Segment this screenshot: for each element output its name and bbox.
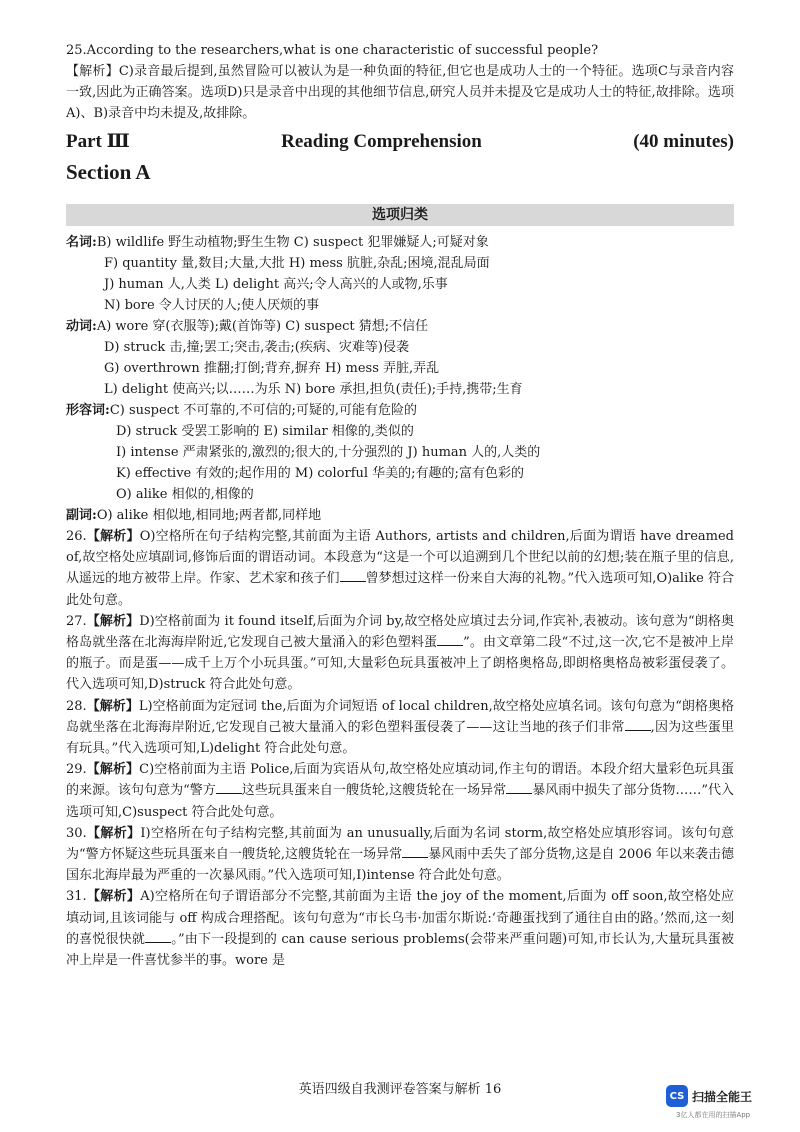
vocab-entry: A) wore 穿(衣服等);戴(首饰等) C) suspect 猜想;不信任 bbox=[96, 319, 429, 334]
vocab-row: G) overthrown 推翻;打倒;背弃,摒弃 H) mess 弄脏,弄乱 bbox=[104, 361, 440, 376]
vocab-row bbox=[66, 505, 734, 526]
vocab-entry: C) suspect 不可靠的,不可信的;可疑的,可能有危险的 bbox=[109, 403, 417, 418]
scanner-logo bbox=[666, 1085, 752, 1107]
vocab-row: J) human 人,人类 L) delight 高兴;令人高兴的人或物,乐事 bbox=[104, 277, 448, 292]
item-text: ”。由文章第二段“不过,这一次,它不是被冲上岸的瓶子。而是蛋——成千上万个小玩具蛋。”可知,大量彩色玩具蛋被冲上了朗格奥格岛,即朗格奥格岛被彩蛋侵袭了。代入选项可知,D)struck 符合此处句意。 bbox=[66, 635, 734, 693]
answer-blank bbox=[145, 930, 171, 943]
vocab-row: D) struck 受罢工影响的 E) similar 相像的,类似的 bbox=[116, 424, 414, 439]
vocab-row: F) quantity 量,数目;大量,大批 H) mess 肮脏,杂乱;困境,混乱局面 bbox=[104, 256, 490, 271]
analysis-tag: 【解析】 bbox=[86, 762, 140, 778]
analysis-tag: 【解析】 bbox=[86, 698, 139, 714]
vocab-row bbox=[66, 316, 734, 337]
item-number: 26. bbox=[66, 529, 87, 544]
vocab-row: N) bore 令人讨厌的人;使人厌烦的事 bbox=[104, 298, 320, 313]
part-time: (40 minutes) bbox=[633, 131, 734, 152]
vocab-row: K) effective 有效的;起作用的 M) colorful 华美的;有趣的;富有色彩的 bbox=[116, 466, 524, 481]
vocab-row: I) intense 严肃紧张的,激烈的;很大的,十分强烈的 J) human 人的,人类的 bbox=[116, 445, 541, 460]
item-text: D)空格前面为 it found itself,后面为介词 by,故空格处应填过去分词,作宾补,表被动。该句意为“朗格奥格岛就坐落在北海海岸附近,它发现自己被大量涌入的彩色塑料蛋 bbox=[66, 613, 734, 651]
analysis-tag: 【解析】 bbox=[86, 529, 140, 544]
logo-tagline: 3亿人都在用的扫描App bbox=[676, 1111, 751, 1119]
analysis-item bbox=[66, 823, 734, 887]
analysis-tag: 【解析】 bbox=[86, 613, 140, 629]
item-text: O)空格所在句子结构完整,其前面为主语 Authors, artists and children,后面为谓语 have dreamed of,故空格处应填副词,修饰后面的谓语动词。本段意为“这是一个可以追溯到几个世纪以前的幻想;装在瓶子里的信息,从遥远的地方被带上岸。作家、艺术家和孩子们 bbox=[66, 529, 734, 587]
item-text: A)空格所在句子谓语部分不完整,其前面为主语 the joy of the moment,后面为 off soon,故空格处应填动词,且该词能与 off 构成合理搭配。该句句意为“市长乌韦·加雷尔斯说:‘奇趣蛋找到了通往自由的路。’然而,这一刻的喜悦很快就 bbox=[66, 889, 734, 947]
part-heading bbox=[66, 130, 734, 156]
vocab-entry: O) alike 相似地,相同地;两者都,同样地 bbox=[96, 508, 322, 523]
item-text: 暴风雨中丢失了部分货物,这是自 2006 年以来袭击德国东北海岸最为严重的一次暴风雨。”代入选项可知,I)intense 符合此处句意。 bbox=[66, 847, 735, 884]
item-text: L)空格前面为定冠词 the,后面为介词短语 of local children,故空格处应填名词。该句句意为“朗格奥格岛就坐落在北海海岸附近,它发现自己被大量涌入的彩色塑料蛋侵袭了——这让当地的孩子们非常 bbox=[66, 698, 734, 735]
cs-logo-icon: CS bbox=[666, 1085, 688, 1107]
item-number: 31. bbox=[66, 889, 87, 905]
item-text: 曾梦想过这样一份来自大海的礼物。”代入选项可知,O)alike 符合此处句意。 bbox=[66, 571, 734, 608]
item-number: 29. bbox=[66, 762, 87, 778]
vocab-row: L) delight 使高兴;以……为乐 N) bore 承担,担负(责任);手持,携带;生育 bbox=[104, 382, 523, 397]
item-text: I)空格所在句子结构完整,其前面为 an unusually,后面为名词 storm,故空格处应填形容词。该句句意为“警方怀疑这些玩具蛋来自一艘货轮,这艘货轮在一场异常 bbox=[66, 825, 734, 863]
item-text: C)空格前面为主语 Police,后面为宾语从句,故空格处应填动词,作主句的谓语。本段介绍大量彩色玩具蛋的来源。该句句意为“警方 bbox=[66, 762, 734, 799]
vocab-entry: B) wildlife 野生动植物;野生生物 C) suspect 犯罪嫌疑人;可疑对象 bbox=[96, 235, 489, 250]
question-25-analysis: 【解析】C)录音最后提到,虽然冒险可以被认为是一种负面的特征,但它也是成功人士的一个特征。选项C与录音内容一致,因此为正确答案。选项D)只是录音中出现的其他细节信息,研究人员并未提及它是成功人士的特征,故排除。选项A)、B)录音中均未提及,故排除。 bbox=[66, 64, 734, 121]
vocab-list bbox=[66, 232, 734, 526]
item-number: 27. bbox=[66, 613, 87, 629]
item-text: 暴风雨中损失了部分货物……”代入选项可知,C)suspect 符合此处句意。 bbox=[66, 783, 734, 820]
question-25: 25.According to the researchers,what is one characteristic of successful people? bbox=[66, 43, 599, 58]
item-number: 28. bbox=[66, 698, 87, 714]
item-number: 30. bbox=[66, 825, 87, 841]
analysis-item bbox=[66, 611, 734, 696]
analysis-item bbox=[66, 759, 734, 823]
analysis-tag: 【解析】 bbox=[86, 889, 141, 905]
adv-label: 副词: bbox=[66, 508, 97, 523]
item-text: 。”由下一段提到的 can cause serious problems(会带来严重问题)可知,市长认为,大量玩具蛋被冲上岸是一件喜忧参半的事。wore 是 bbox=[66, 931, 734, 969]
answer-blank bbox=[437, 633, 463, 646]
vocab-row: D) struck 击,撞;罢工;突击,袭击;(疾病、灾难等)侵袭 bbox=[104, 340, 409, 355]
answer-blank bbox=[340, 569, 366, 582]
category-banner: 选项归类 bbox=[66, 204, 734, 226]
answer-blank bbox=[625, 718, 651, 731]
answer-blank bbox=[402, 845, 428, 858]
part-title: Reading Comprehension bbox=[281, 131, 482, 152]
answer-blank bbox=[216, 781, 242, 794]
item-text: ,因为这些蛋里有玩具。”代入选项可知,L)delight 符合此处句意。 bbox=[66, 719, 734, 757]
item-text: 这些玩具蛋来自一艘货轮,这艘货轮在一场异常 bbox=[241, 783, 507, 799]
vocab-row: O) alike 相似的,相像的 bbox=[116, 487, 254, 502]
page-footer: 英语四级自我测评卷答案与解析 16 bbox=[298, 1082, 502, 1097]
analysis-tag: 【解析】 bbox=[86, 825, 141, 841]
vocab-row bbox=[66, 400, 734, 421]
analysis-item bbox=[66, 886, 734, 971]
part-label: Part Ⅲ bbox=[66, 131, 130, 152]
analysis-items bbox=[66, 526, 734, 971]
analysis-item bbox=[66, 526, 734, 611]
section-title: Section A bbox=[66, 160, 151, 184]
analysis-item bbox=[66, 696, 734, 760]
answer-blank bbox=[506, 781, 532, 794]
vocab-row bbox=[66, 232, 734, 253]
adj-label: 形容词: bbox=[66, 403, 110, 418]
page-content bbox=[66, 40, 734, 971]
verb-label: 动词: bbox=[66, 319, 97, 334]
noun-label: 名词: bbox=[66, 235, 97, 250]
logo-name: 扫描全能王 bbox=[692, 1089, 753, 1104]
